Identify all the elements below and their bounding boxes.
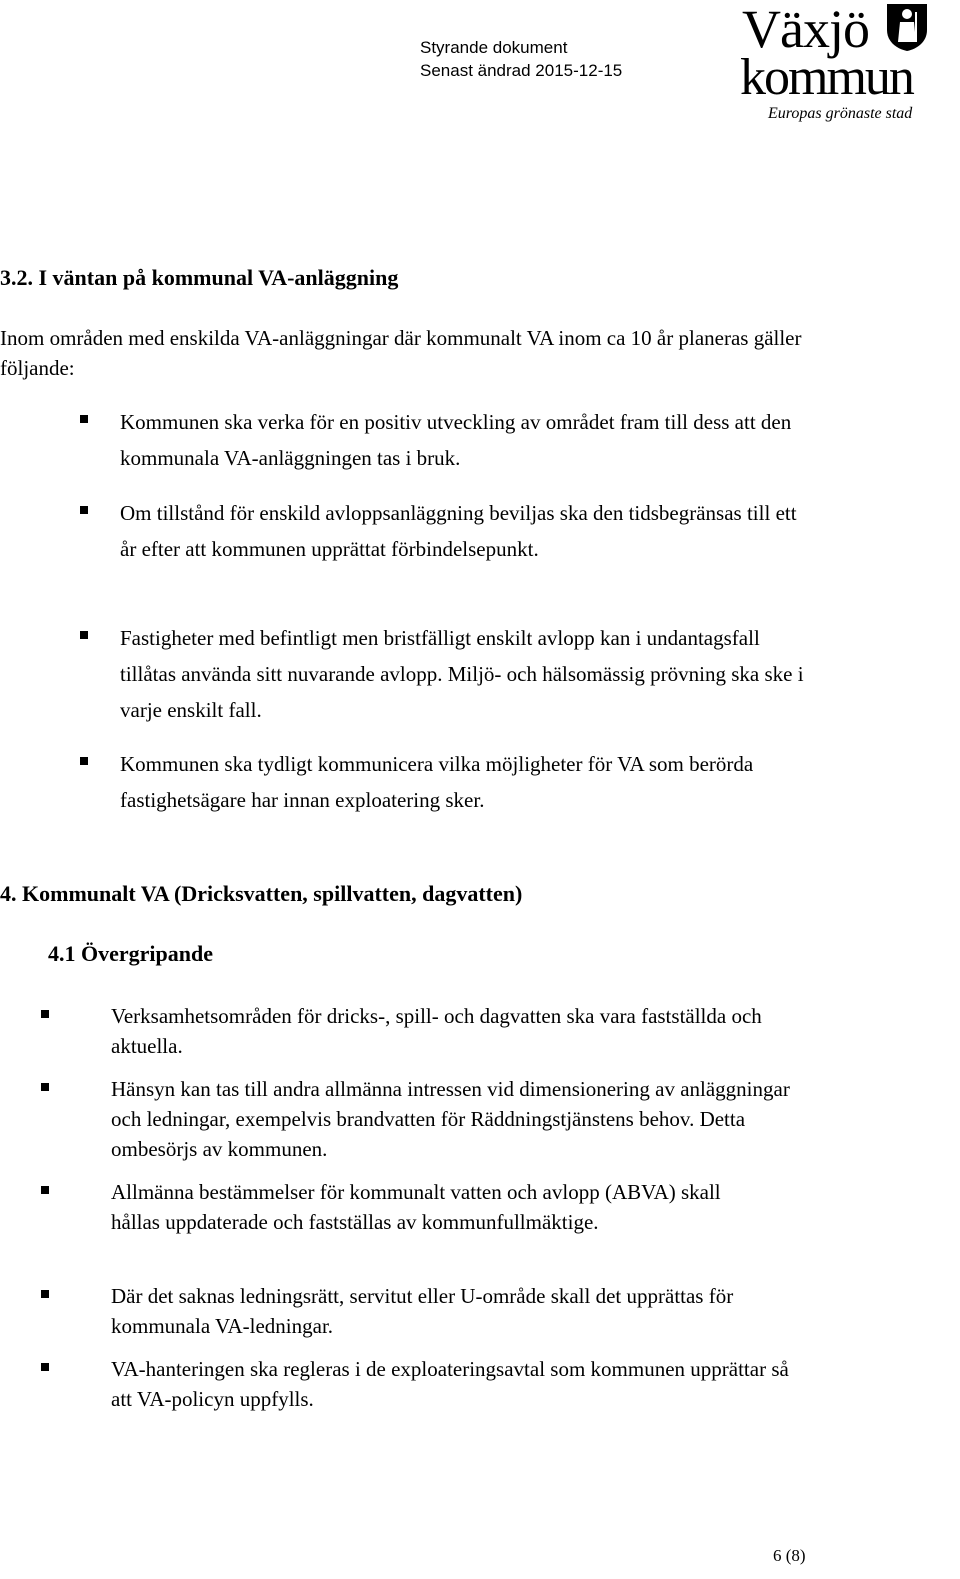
section-4-1-heading: 4.1 Övergripande: [48, 941, 213, 966]
document-header-meta: [420, 36, 622, 82]
logo-line-2: kommun: [740, 49, 913, 106]
bullet-square-icon: [80, 757, 88, 765]
bullet-square-icon: [41, 1083, 49, 1091]
last-changed-date: Senast ändrad 2015-12-15: [420, 61, 623, 80]
list-item: Verksamhetsområden för dricks-, spill- och dagvatten ska vara fastställda och aktuella.: [111, 1001, 811, 1061]
bullet-square-icon: [80, 506, 88, 514]
document-type: Styrande dokument: [420, 38, 568, 57]
section-4-heading: 4. Kommunalt VA (Dricksvatten, spillvatten, dagvatten): [0, 881, 523, 906]
coat-of-arms-icon: [883, 2, 931, 52]
vaxjo-kommun-logo: [738, 0, 953, 132]
section-3-2-intro: Inom områden med enskilda VA-anläggningar där kommunalt VA inom ca 10 år planeras gäller följande:: [0, 326, 802, 380]
page-number: 6 (8): [773, 1546, 806, 1565]
list-item: Kommunen ska verka för en positiv utveckling av området fram till dess att den kommunala VA-anläggningen tas i bruk.: [120, 404, 810, 476]
list-item: VA-hanteringen ska regleras i de exploateringsavtal som kommunen upprättar så att VA-policyn uppfylls.: [111, 1354, 811, 1414]
list-item: Där det saknas ledningsrätt, servitut eller U-område skall det upprättas för kommunala VA-ledningar.: [111, 1281, 811, 1341]
logo-line-1: Växjö: [742, 0, 869, 59]
bullet-square-icon: [41, 1363, 49, 1371]
list-item: Om tillstånd för enskild avloppsanläggning beviljas ska den tidsbegränsas till ett år efter att kommunen upprättat förbindelsepunkt.: [120, 495, 810, 567]
bullet-square-icon: [41, 1290, 49, 1298]
list-item: Hänsyn kan tas till andra allmänna intressen vid dimensionering av anläggningar och ledningar, exempelvis brandvatten för Räddningstjänstens behov. Detta ombesörjs av kommunen.: [111, 1074, 811, 1164]
bullet-square-icon: [41, 1186, 49, 1194]
logo-slogan: Europas grönaste stad: [768, 105, 913, 122]
list-item: Kommunen ska tydligt kommunicera vilka möjligheter för VA som berörda fastighetsägare har innan exploatering sker.: [120, 746, 810, 818]
bullet-square-icon: [80, 631, 88, 639]
list-item: Fastigheter med befintligt men bristfälligt enskilt avlopp kan i undantagsfall tillåtas använda sitt nuvarande avlopp. Miljö- och hälsomässig prövning ska ske i varje enskilt fall.: [120, 620, 810, 728]
bullet-square-icon: [41, 1010, 49, 1018]
bullet-square-icon: [80, 415, 88, 423]
section-3-2-heading: 3.2. I väntan på kommunal VA-anläggning: [0, 265, 399, 290]
list-item: Allmänna bestämmelser för kommunalt vatten och avlopp (ABVA) skall hållas uppdaterade och fastställas av kommunfullmäktige.: [111, 1177, 761, 1237]
